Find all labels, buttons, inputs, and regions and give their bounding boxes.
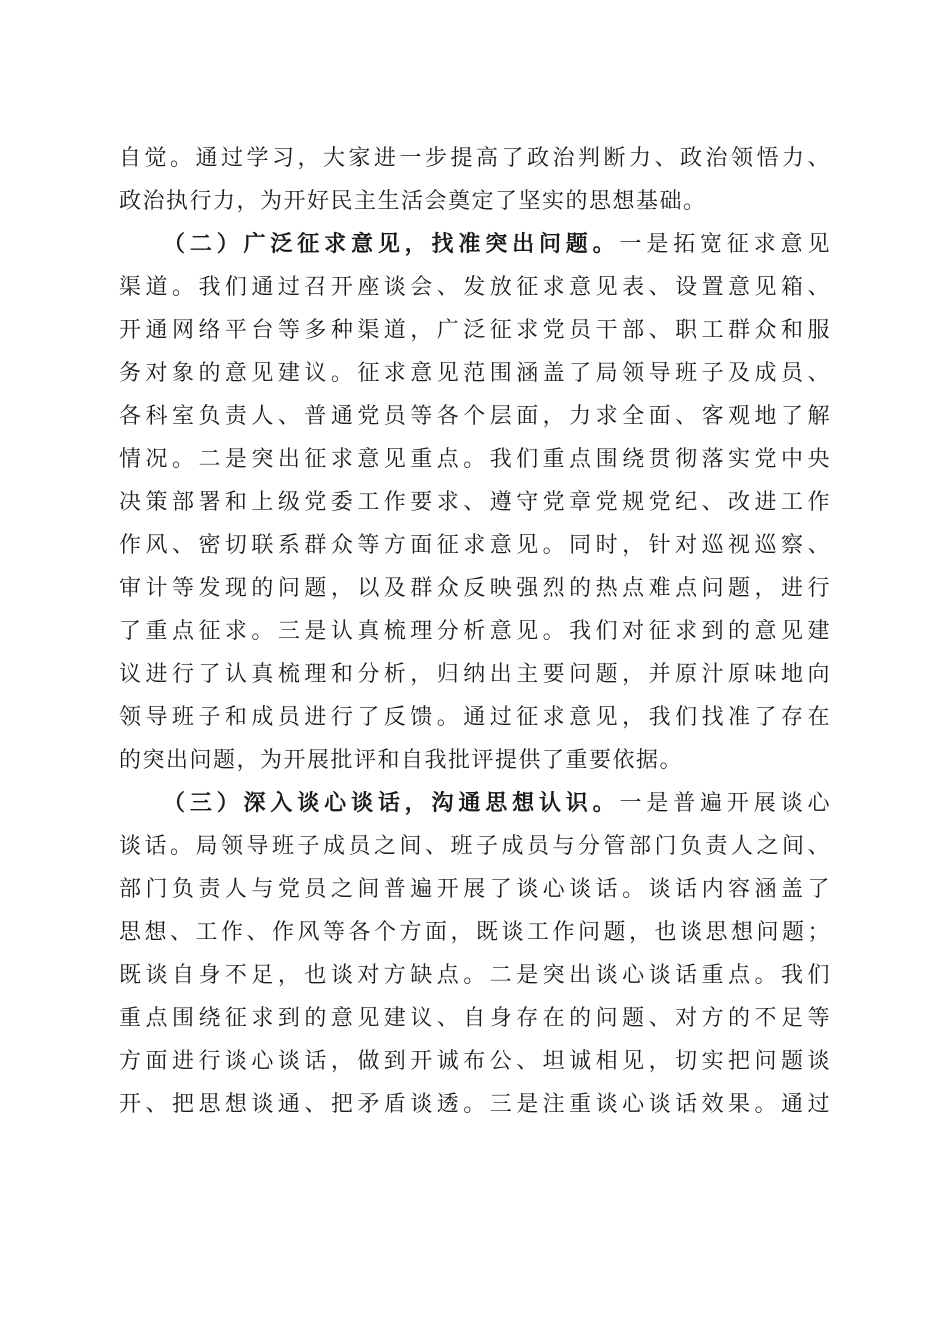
text-line: 议进行了认真梳理和分析，归纳出主要问题，并原汁原味地向 xyxy=(119,662,831,687)
text-line: 思想、工作、作风等各个方面，既谈工作问题，也谈思想问题； xyxy=(119,920,831,945)
section-line xyxy=(119,223,831,266)
text-line: 作风、密切联系群众等方面征求意见。同时，针对巡视巡察、 xyxy=(119,533,831,558)
text-line: 了重点征求。三是认真梳理分析意见。我们对征求到的意见建 xyxy=(119,619,831,644)
section-line xyxy=(119,782,831,825)
text-line: 开、把思想谈通、把矛盾谈透。三是注重谈心谈话效果。通过 xyxy=(119,1092,831,1117)
text-line: 渠道。我们通过召开座谈会、发放征求意见表、设置意见箱、 xyxy=(119,275,831,300)
text-line: 开通网络平台等多种渠道，广泛征求党员干部、职工群众和服 xyxy=(119,318,831,343)
text-line: 部门负责人与党员之间普遍开展了谈心谈话。谈话内容涵盖了 xyxy=(119,877,831,902)
text-line: 的突出问题，为开展批评和自我批评提供了重要依据。 xyxy=(119,748,684,773)
text-line: 领导班子和成员进行了反馈。通过征求意见，我们找准了存在 xyxy=(119,705,831,730)
text-line: 既谈自身不足，也谈对方缺点。二是突出谈心谈话重点。我们 xyxy=(119,963,831,988)
text-line: 情况。二是突出征求意见重点。我们重点围绕贯彻落实党中央 xyxy=(119,447,831,472)
text-line: 重点围绕征求到的意见建议、自身存在的问题、对方的不足等 xyxy=(119,1006,831,1031)
text-line: 方面进行谈心谈话，做到开诚布公、坦诚相见，切实把问题谈 xyxy=(119,1049,831,1074)
text-line: 政治执行力，为开好民主生活会奠定了坚实的思想基础。 xyxy=(119,189,707,214)
text-line: 决策部署和上级党委工作要求、遵守党章党规党纪、改进工作 xyxy=(119,490,831,515)
body-text xyxy=(119,137,831,1126)
section-heading: （三）深入谈心谈话，沟通思想认识。 xyxy=(163,791,620,816)
text-fragment: 一是普遍开展谈心 xyxy=(619,791,831,816)
text-line: 务对象的意见建议。征求意见范围涵盖了局领导班子及成员、 xyxy=(119,361,831,386)
section-heading: （二）广泛征求意见，找准突出问题。 xyxy=(163,232,620,257)
text-line: 审计等发现的问题，以及群众反映强烈的热点难点问题，进行 xyxy=(119,576,831,601)
text-line: 各科室负责人、普通党员等各个层面，力求全面、客观地了解 xyxy=(119,404,831,429)
text-fragment: 一是拓宽征求意见 xyxy=(619,232,831,257)
text-line: 自觉。通过学习，大家进一步提高了政治判断力、政治领悟力、 xyxy=(119,146,831,171)
text-line: 谈话。局领导班子成员之间、班子成员与分管部门负责人之间、 xyxy=(119,834,831,859)
